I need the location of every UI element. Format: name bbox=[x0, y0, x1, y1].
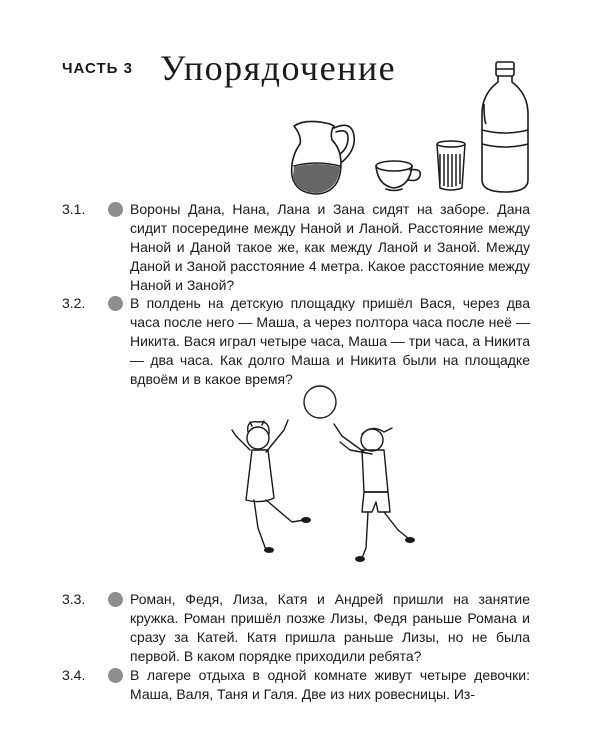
problem-text: В лагере отдыха в одной комнате живут четыре девочки: Маша, Валя, Таня и Галя. Две из них ровесницы. Из- bbox=[130, 667, 530, 702]
problem-number: 3.1. bbox=[62, 201, 86, 217]
cup-icon bbox=[372, 158, 424, 194]
problem-text: В полдень на детскую площадку пришёл Вася, через два часа после него — Маша, а через полтора часа после неё — Никита. Вася играл четыре часа, Маша — три часа, а Никита — два часа. Как долго Маша и Никита были на площадке вдвоём и в какое время? bbox=[130, 295, 530, 387]
bottle-icon bbox=[474, 60, 536, 196]
difficulty-bullet-icon bbox=[108, 296, 123, 311]
problem-text: Вороны Дана, Нана, Лана и Зана сидят на заборе. Дана сидит посередине между Наной и Ланой. Расстояние между Наной и Даной такое же, как между Ланой и Заной. Между Даной и Заной расстояние 4 метра. Какое расстояние между Наной и Заной? bbox=[130, 201, 530, 293]
children-playing-ball-illustration bbox=[222, 380, 422, 570]
page-title: Упорядочение bbox=[160, 48, 397, 88]
problem-text: Роман, Федя, Лиза, Катя и Андрей пришли на занятие кружка. Роман пришёл позже Лизы, Федя раньше Романа и сразу за Катей. Катя пришла раньше Лизы, но не была первой. В каком порядке приходили ребята? bbox=[130, 591, 530, 664]
difficulty-bullet-icon bbox=[108, 202, 123, 217]
glass-icon bbox=[434, 138, 468, 194]
difficulty-bullet-icon bbox=[108, 668, 123, 683]
difficulty-bullet-icon bbox=[108, 592, 123, 607]
problem-number: 3.4. bbox=[62, 667, 86, 683]
problem-number: 3.2. bbox=[62, 295, 86, 311]
part-label: ЧАСТЬ 3 bbox=[62, 60, 133, 77]
jug-icon bbox=[288, 118, 360, 198]
problem-number: 3.3. bbox=[62, 591, 86, 607]
